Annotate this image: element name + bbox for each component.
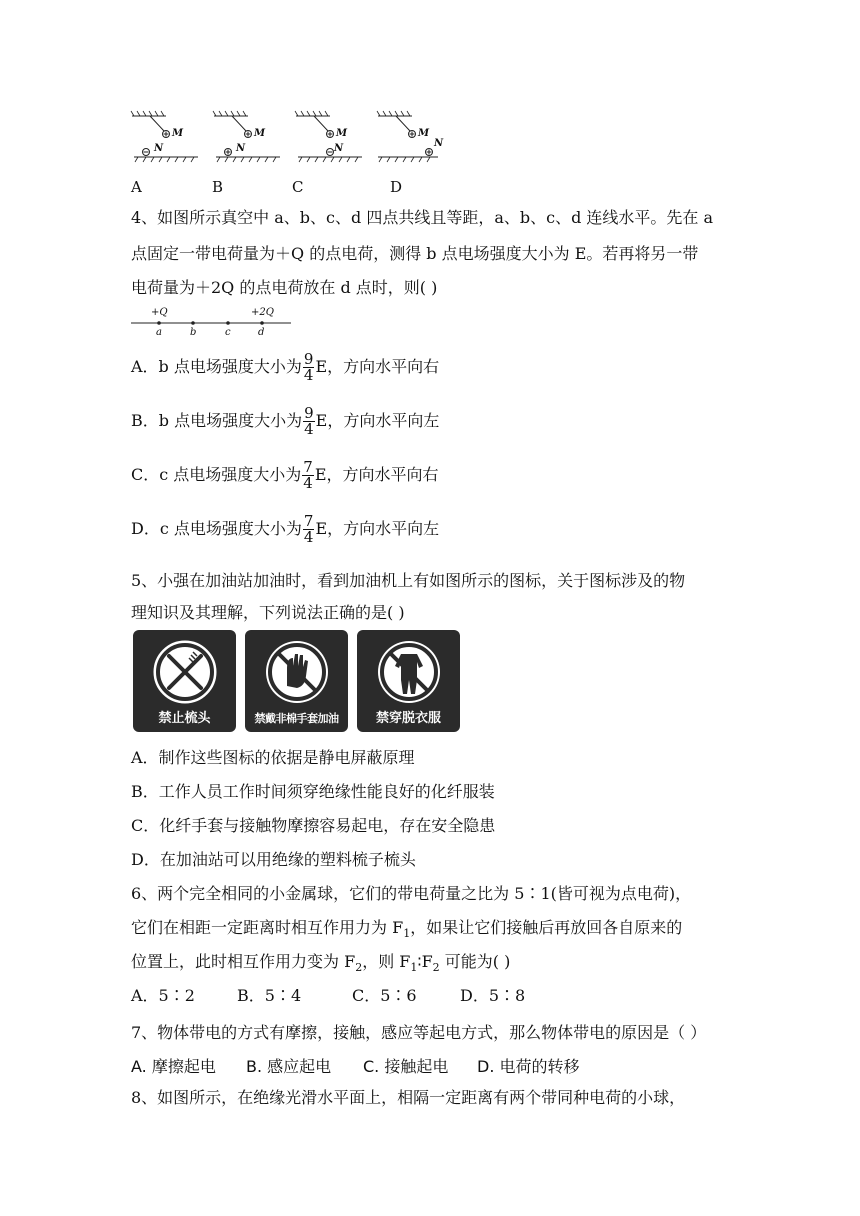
- q4-stem-line-2: 点固定一带电荷量为＋Q 的点电荷，测得 b 点电场强度大小为 E。若再将另一带: [131, 244, 699, 263]
- q4-option-d-denominator: 4: [303, 528, 314, 546]
- q4-point-c: c: [225, 327, 231, 338]
- q7-stem: 7、物体带电的方式有摩擦，接触，感应等起电方式，那么物体带电的原因是（ ）: [131, 1023, 707, 1042]
- q4-option-b[interactable]: [131, 404, 439, 438]
- q6-line2-post: ，如果让它们接触后再放回各自原来的: [410, 918, 683, 937]
- q6-stem-line-3: [131, 952, 510, 978]
- q3-diagram-b: [213, 111, 280, 162]
- q3-label-m-d: M: [418, 128, 430, 139]
- q3-label-n-a: N: [154, 143, 164, 154]
- q7-option-b[interactable]: B. 感应起电: [246, 1057, 332, 1076]
- q4-option-a-denominator: 4: [303, 366, 314, 384]
- q4-point-b: b: [190, 327, 197, 338]
- q3-option-label-d: D: [390, 178, 403, 196]
- q7-option-d[interactable]: D. 电荷的转移: [477, 1057, 580, 1076]
- q3-option-label-c: C: [292, 178, 304, 196]
- q4-option-c[interactable]: [131, 458, 439, 492]
- q6-option-c[interactable]: C．5∶6: [352, 986, 417, 1005]
- q6-option-b[interactable]: B．5∶4: [237, 986, 302, 1005]
- q3-label-m-b: M: [254, 128, 266, 139]
- q4-option-d[interactable]: [131, 512, 439, 546]
- q6-stem-line-1: 6、两个完全相同的小金属球，它们的带电荷量之比为 5∶1(皆可视为点电荷)，: [131, 884, 692, 903]
- sign-no-undress: [357, 630, 460, 732]
- sign-no-glove: [245, 630, 348, 732]
- q4-option-a-fraction: [303, 352, 315, 383]
- q5-stem-line-1: 5、小强在加油站加油时，看到加油机上有如图所示的图标，关于图标涉及的物: [131, 571, 686, 590]
- q6-option-d[interactable]: D．5∶8: [460, 986, 526, 1005]
- q4-stem-line-3: 电荷量为＋2Q 的点电荷放在 d 点时，则( ): [131, 278, 438, 297]
- q4-option-a-numerator: 9: [303, 350, 314, 368]
- q6-line2-pre: 它们在相距一定距离时相互作用力为 F: [131, 918, 404, 937]
- q4-option-c-pre: C．c 点电场强度大小为: [131, 465, 302, 484]
- q6-line3-post: 可能为( ): [439, 952, 511, 971]
- q4-option-b-fraction: [303, 406, 315, 437]
- no-undress-icon: [369, 636, 449, 708]
- q4-point-a: a: [156, 327, 162, 338]
- q3-label-n-c: N: [334, 143, 344, 154]
- q6-line3-sub2: 1: [410, 961, 418, 975]
- q7-option-c[interactable]: C. 接触起电: [363, 1057, 449, 1076]
- q4-option-a-pre: A．b 点电场强度大小为: [131, 357, 302, 376]
- q4-option-b-denominator: 4: [304, 420, 314, 438]
- no-glove-icon: [257, 636, 337, 708]
- q4-option-c-fraction: [302, 460, 314, 491]
- q5-stem-line-2: 理知识及其理解，下列说法正确的是( ): [131, 603, 405, 622]
- q3-option-label-b: B: [212, 178, 224, 196]
- q3-diagram-c: [295, 111, 362, 162]
- q4-charge-d: +2Q: [251, 307, 274, 318]
- q4-option-a-post: E，方向水平向右: [315, 357, 440, 376]
- q4-point-d: d: [258, 327, 265, 338]
- sign-no-undress-caption: 禁穿脱衣服: [375, 711, 441, 726]
- q5-option-b[interactable]: B．工作人员工作时间须穿绝缘性能良好的化纤服装: [131, 782, 495, 801]
- q4-option-b-post: E，方向水平向左: [315, 411, 440, 430]
- q5-option-d[interactable]: D．在加油站可以用绝缘的塑料梳子梳头: [131, 850, 416, 869]
- sign-no-comb-caption: 禁止梳头: [158, 711, 211, 726]
- q4-option-d-fraction: [303, 514, 315, 545]
- q5-option-a[interactable]: A．制作这些图标的依据是静电屏蔽原理: [131, 748, 415, 767]
- q6-line3-pre: 位置上，此时相互作用力变为 F: [131, 952, 356, 971]
- q5-option-c[interactable]: C．化纤手套与接触物摩擦容易起电，存在安全隐患: [131, 816, 496, 835]
- q3-diagram-a: [131, 111, 198, 162]
- q6-line3-sub3: 2: [432, 961, 440, 975]
- q4-option-d-pre: D．c 点电场强度大小为: [131, 519, 302, 538]
- q6-stem-line-2: [131, 918, 682, 944]
- q4-option-b-pre: B．b 点电场强度大小为: [131, 411, 303, 430]
- q3-label-m-a: M: [172, 128, 184, 139]
- q4-stem-line-1: 4、如图所示真空中 a、b、c、d 四点共线且等距，a、b、c、d 连线水平。先在 a: [131, 208, 714, 227]
- no-comb-icon: [145, 636, 225, 708]
- q4-option-c-post: E，方向水平向右: [314, 465, 439, 484]
- q6-line3-sub1: 2: [355, 961, 363, 975]
- q6-line2-sub: 1: [403, 927, 411, 941]
- q8-stem: 8、如图所示，在绝缘光滑水平面上，相隔一定距离有两个带同种电荷的小球，: [131, 1088, 686, 1107]
- q3-option-label-a: A: [131, 178, 142, 196]
- sign-no-comb: [133, 630, 236, 732]
- q6-line3-mid2: ∶F: [417, 952, 433, 971]
- q7-option-a[interactable]: A. 摩擦起电: [131, 1057, 216, 1076]
- q4-option-d-numerator: 7: [303, 512, 314, 530]
- q4-charge-a: +Q: [151, 307, 168, 318]
- q3-label-n-d: N: [434, 138, 444, 149]
- q3-label-n-b: N: [236, 143, 246, 154]
- q6-option-a[interactable]: A．5∶2: [131, 986, 195, 1005]
- q4-option-c-denominator: 4: [303, 474, 313, 492]
- q4-option-c-numerator: 7: [303, 458, 313, 476]
- q4-option-b-numerator: 9: [304, 404, 314, 422]
- sign-no-glove-caption: 禁戴非棉手套加油: [254, 712, 339, 725]
- q3-label-m-c: M: [336, 128, 348, 139]
- q4-option-a[interactable]: [131, 350, 439, 384]
- q4-option-d-post: E，方向水平向左: [315, 519, 440, 538]
- q6-line3-mid: ，则 F: [362, 952, 411, 971]
